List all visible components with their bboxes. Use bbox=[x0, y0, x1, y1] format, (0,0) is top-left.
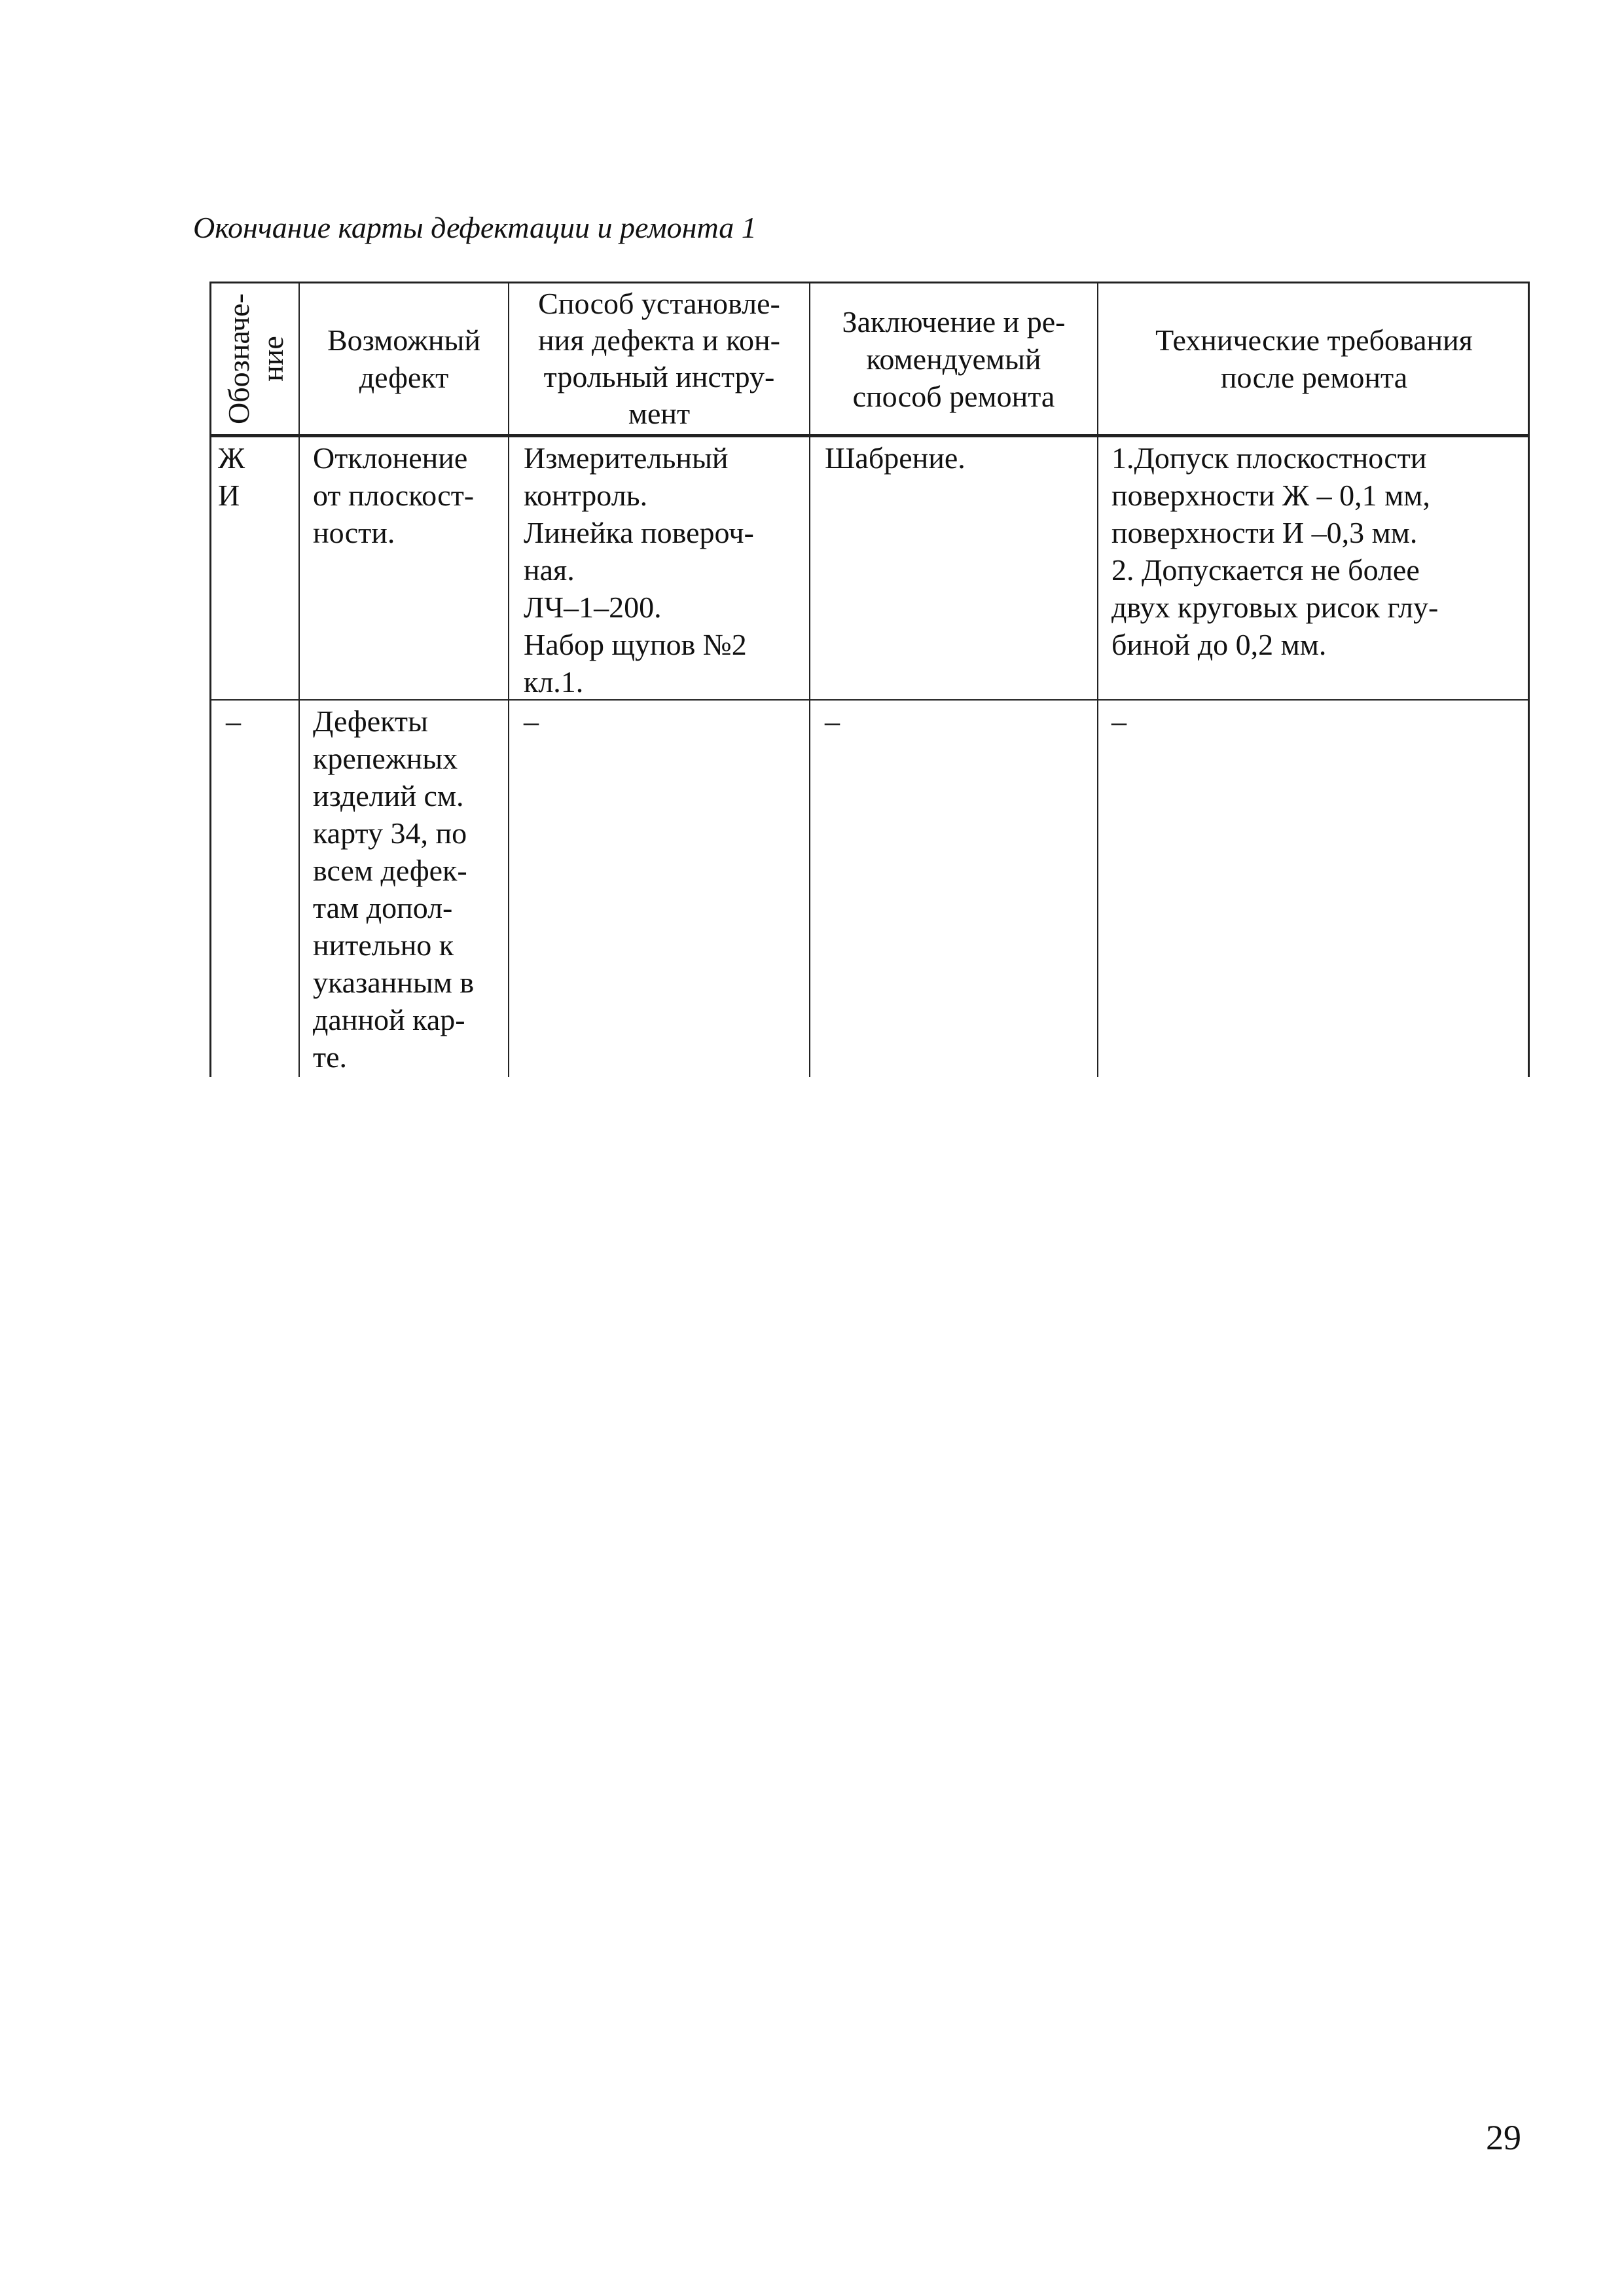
row2-method: – bbox=[524, 704, 539, 738]
header-defect: Возможный дефект bbox=[327, 323, 481, 394]
row1-method: Измерительный контроль. Линейка повероч- ная. ЛЧ–1–200. Набор щупов №2 кл.1. bbox=[524, 441, 754, 699]
row-divider bbox=[211, 699, 1528, 701]
header-designation-label: Обозначе- ние bbox=[222, 293, 289, 424]
row1-conclusion: Шабрение. bbox=[825, 441, 965, 475]
row2-designation: – bbox=[226, 704, 241, 738]
row1-requirements: 1.Допуск плоскостности поверхности Ж – 0,1 мм, поверхности И –0,3 мм. 2. Допускается не более двух круговых рисок глу- биной до 0,2 мм. bbox=[1111, 441, 1439, 661]
header-divider bbox=[211, 434, 1528, 437]
header-conclusion: Заключение и ре- комендуемый способ ремонта bbox=[842, 304, 1066, 413]
table-caption: Окончание карты дефектации и ремонта 1 bbox=[193, 211, 757, 244]
row1-designation: Ж И bbox=[218, 441, 245, 512]
header-designation bbox=[211, 283, 298, 434]
page-number: 29 bbox=[1486, 2118, 1521, 2157]
row2-defect: Дефекты крепежных изделий см. карту 34, по всем дефек- там допол- нительно к указанным в данной кар- те. bbox=[313, 704, 475, 1074]
defect-table bbox=[209, 282, 1530, 1077]
row1-defect: Отклонение от плоскост- ности. bbox=[313, 441, 475, 549]
header-requirements: Технические требования после ремонта bbox=[1155, 323, 1473, 394]
row2-requirements: – bbox=[1111, 704, 1127, 738]
header-method: Способ установле- ния дефекта и кон- трольный инстру- мент bbox=[538, 287, 780, 430]
row2-conclusion: – bbox=[825, 704, 840, 738]
